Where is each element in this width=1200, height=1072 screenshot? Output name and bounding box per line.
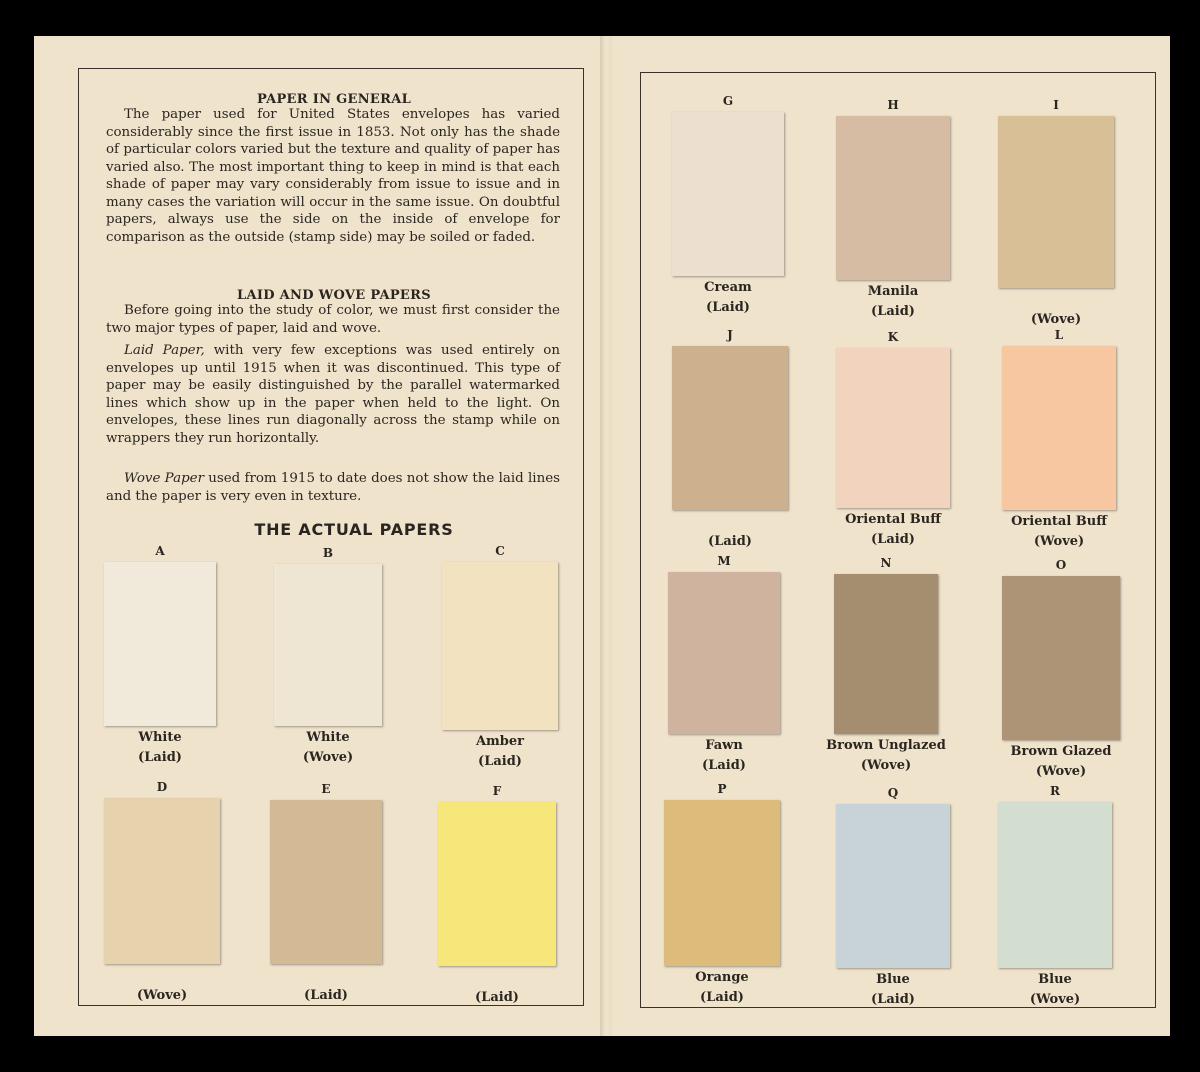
swatch-name-b: White: [306, 730, 350, 745]
swatch-name-f: [422, 968, 572, 988]
swatch-caption-d: [87, 966, 237, 1006]
swatch-caption-k: [818, 510, 968, 550]
swatch-letter-f: F: [492, 784, 502, 798]
swatch-caption-p: [647, 968, 797, 1008]
swatch-letter-d: D: [156, 780, 168, 794]
swatch-caption-j: [655, 512, 805, 552]
paper-swatch-q: [836, 804, 950, 968]
paragraph-wove-paper: [106, 470, 560, 505]
swatch-name-h: Manila: [867, 284, 919, 299]
paper-swatch-e: [270, 800, 382, 964]
swatch-letter-h: H: [887, 98, 899, 112]
swatch-type-c: (Laid): [478, 754, 522, 769]
swatch-type-l: (Wove): [1033, 534, 1085, 549]
swatch-caption-l: [984, 512, 1134, 552]
paper-swatch-h: [836, 116, 950, 280]
swatch-name-c: Amber: [475, 734, 525, 749]
swatch-name-e: [251, 966, 401, 986]
swatch-letter-k: K: [887, 330, 899, 344]
swatch-letter-g: G: [722, 94, 734, 108]
swatch-name-k: Oriental Buff: [845, 512, 941, 527]
swatch-type-q: (Laid): [871, 992, 915, 1007]
swatch-type-b: (Wove): [302, 750, 354, 765]
paper-swatch-p: [664, 800, 780, 966]
paper-swatch-d: [104, 798, 220, 964]
swatch-letter-a: A: [155, 544, 165, 558]
swatch-caption-f: [422, 968, 572, 1008]
swatch-type-p: (Laid): [700, 990, 744, 1005]
swatch-caption-r: [980, 970, 1130, 1010]
swatch-letter-i: I: [1053, 98, 1059, 112]
wove-paper-text: used from 1915 to date does not show the laid lines and the paper is very even in texture.: [106, 471, 560, 504]
swatch-letter-o: O: [1055, 558, 1067, 572]
swatch-caption-b: [253, 728, 403, 768]
laid-paper-term: Laid Paper,: [124, 343, 205, 358]
swatch-type-f: (Laid): [475, 990, 519, 1005]
swatch-caption-c: [425, 732, 575, 772]
swatch-name-p: Orange: [695, 970, 749, 985]
swatch-caption-a: [85, 728, 235, 768]
swatch-letter-j: J: [727, 328, 733, 342]
swatch-name-l: Oriental Buff: [1011, 514, 1107, 529]
paper-swatch-m: [668, 572, 780, 734]
swatch-letter-n: N: [880, 556, 892, 570]
swatch-letter-q: Q: [887, 786, 899, 800]
swatch-name-i: [981, 290, 1131, 310]
swatch-name-g: Cream: [704, 280, 752, 295]
swatch-letter-b: B: [322, 546, 334, 560]
swatch-caption-h: [818, 282, 968, 322]
swatch-caption-o: [986, 742, 1136, 782]
swatch-caption-m: [649, 736, 799, 776]
swatch-caption-i: [981, 290, 1131, 330]
paper-swatch-n: [834, 574, 938, 734]
paper-swatch-k: [836, 348, 950, 508]
wove-paper-term: Wove Paper: [124, 471, 204, 486]
swatch-letter-m: M: [717, 554, 731, 568]
swatch-caption-e: [251, 966, 401, 1006]
swatch-type-a: (Laid): [138, 750, 182, 765]
swatch-letter-p: P: [717, 782, 727, 796]
heading-paper-in-general: PAPER IN GENERAL: [256, 92, 412, 107]
swatch-type-i: (Wove): [1030, 312, 1082, 327]
section-title-actual-papers: THE ACTUAL PAPERS: [254, 520, 454, 539]
paper-swatch-b: [274, 564, 382, 726]
paper-swatch-c: [442, 562, 558, 730]
swatch-type-k: (Laid): [871, 532, 915, 547]
paper-swatch-o: [1002, 576, 1120, 740]
swatch-name-d: [87, 966, 237, 986]
swatch-letter-c: C: [495, 544, 505, 558]
paragraph-laid-paper: [106, 342, 560, 447]
swatch-name-r: Blue: [1038, 972, 1072, 987]
swatch-type-e: (Laid): [304, 988, 348, 1003]
paragraph-paper-in-general: The paper used for United States envelopes has varied considerably since the first issue in 1853. Not only has the shade of particular colors varied but the texture and quality of paper has varied also. The most important thing to keep in mind is that each shade of paper may vary considerably from issue to issue and in many cases the variation will occur in the same issue. On doubtful papers, always use the side on the inside of envelope for comparison as the outside (stamp side) may be soiled or faded.: [106, 107, 560, 245]
paper-swatch-f: [438, 802, 556, 966]
paragraph-intro: Before going into the study of color, we must first consider the two major types of paper, laid and wove.: [106, 303, 560, 336]
swatch-name-a: White: [138, 730, 182, 745]
paper-swatch-r: [998, 802, 1112, 968]
heading-laid-and-wove: LAID AND WOVE PAPERS: [237, 288, 431, 303]
swatch-type-h: (Laid): [871, 304, 915, 319]
swatch-type-n: (Wove): [860, 758, 912, 773]
swatch-type-r: (Wove): [1029, 992, 1081, 1007]
swatch-caption-g: [653, 278, 803, 318]
paper-swatch-g: [672, 112, 784, 276]
paper-swatch-i: [998, 116, 1114, 288]
swatch-name-o: Brown Glazed: [1010, 744, 1112, 759]
paper-swatch-l: [1002, 346, 1116, 510]
swatch-type-d: (Wove): [136, 988, 188, 1003]
swatch-caption-n: [811, 736, 961, 776]
swatch-type-j: (Laid): [708, 534, 752, 549]
paper-swatch-j: [672, 346, 788, 510]
swatch-caption-q: [818, 970, 968, 1010]
swatch-letter-r: R: [1050, 784, 1060, 798]
swatch-name-q: Blue: [876, 972, 910, 987]
swatch-letter-e: E: [321, 782, 331, 796]
swatch-name-n: Brown Unglazed: [826, 738, 946, 753]
laid-paper-text: with very few exceptions was used entirely on envelopes up until 1915 when it was discontinued. This type of paper may be easily distinguished by the parallel watermarked lines which show up in the paper when held to the light. On envelopes, these lines run diagonally across the stamp while on wrappers they run horizontally.: [106, 343, 560, 446]
swatch-name-j: [655, 512, 805, 532]
swatch-type-g: (Laid): [706, 300, 750, 315]
swatch-type-o: (Wove): [1035, 764, 1087, 779]
paper-swatch-a: [104, 562, 216, 726]
swatch-type-m: (Laid): [702, 758, 746, 773]
swatch-letter-l: L: [1054, 328, 1064, 342]
swatch-name-m: Fawn: [705, 738, 743, 753]
